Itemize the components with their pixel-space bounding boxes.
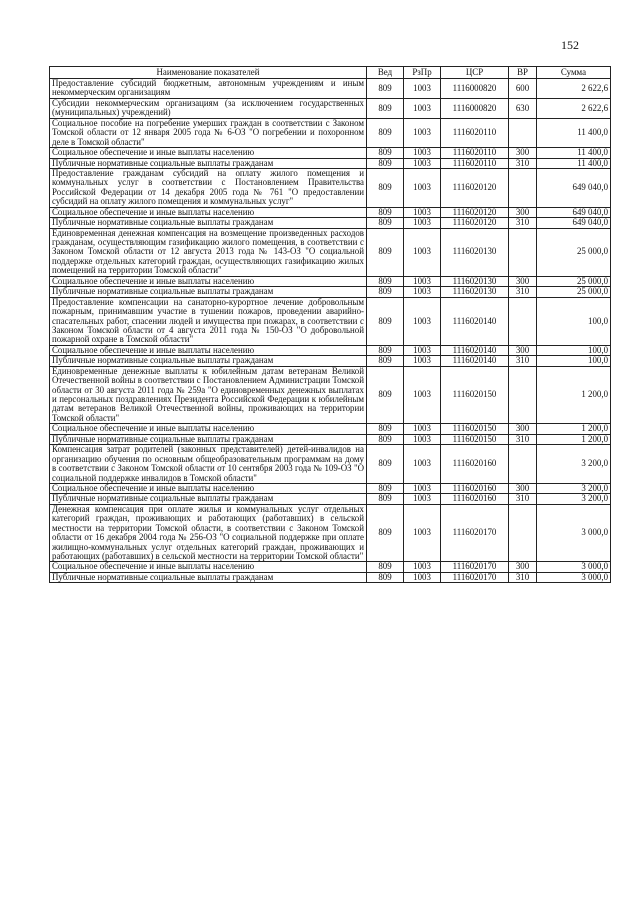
cell-csr: 1116020140 [441,345,509,355]
cell-name: Социальное обеспечение и иные выплаты населению [50,276,367,286]
cell-vr: 310 [509,218,537,228]
cell-name: Социальное обеспечение и иные выплаты населению [50,424,367,434]
cell-rzpr: 1003 [404,356,441,366]
table-row [50,228,611,276]
cell-sum: 11 400,0 [537,158,611,168]
cell-ved: 809 [367,494,404,504]
cell-csr: 1116020120 [441,168,509,207]
cell-sum: 1 200,0 [537,434,611,444]
cell-name: Социальное обеспечение и иные выплаты населению [50,562,367,572]
cell-name: Социальное обеспечение и иные выплаты населению [50,148,367,158]
cell-vr [509,118,537,147]
cell-rzpr: 1003 [404,79,441,99]
cell-sum: 649 040,0 [537,218,611,228]
cell-vr [509,504,537,562]
cell-name: Публичные нормативные социальные выплаты гражданам [50,158,367,168]
cell-vr [509,366,537,424]
cell-ved: 809 [367,572,404,582]
cell-vr [509,445,537,484]
cell-ved: 809 [367,287,404,297]
table-row [50,345,611,355]
cell-sum: 649 040,0 [537,168,611,207]
page-number: 152 [561,38,579,52]
cell-rzpr: 1003 [404,207,441,217]
cell-name: Субсидии некоммерческим организациям (за исключением государственных (муниципальных) учреждений) [50,98,367,118]
cell-csr: 1116020150 [441,424,509,434]
cell-csr: 1116020140 [441,297,509,345]
cell-name: Денежная компенсация при оплате жилья и коммунальных услуг отдельных категорий граждан, проживающих и работающих (работавших) в сельской местности на территории Томской области, в соответствии с Законом Томской области от 16 декабря 2004 года № 256-ОЗ "О социальной поддержке при оплате жилищно-коммунальных услуг отдельных категорий граждан, проживающих и работающих (работавших) в сельской местности на территории Томской области" [50,504,367,562]
cell-ved: 809 [367,483,404,493]
table-row [50,168,611,207]
cell-rzpr: 1003 [404,297,441,345]
cell-csr: 1116020150 [441,434,509,444]
cell-vr [509,168,537,207]
cell-rzpr: 1003 [404,483,441,493]
cell-sum: 100,0 [537,345,611,355]
table-row [50,434,611,444]
header-ved: Вед [367,67,404,79]
cell-name: Предоставление гражданам субсидий на оплату жилого помещения и коммунальных услуг в соответствии с Постановлением Правительства Российской Федерации от 14 декабря 2005 года № 761 "О предоставлении субсидий на оплату жилого помещения и коммунальных услуг" [50,168,367,207]
cell-csr: 1116020160 [441,483,509,493]
cell-ved: 809 [367,562,404,572]
cell-vr: 300 [509,483,537,493]
cell-sum: 1 200,0 [537,366,611,424]
cell-name: Предоставление субсидий бюджетным, автономным учреждениям и иным некоммерческим организациям [50,79,367,99]
cell-csr: 1116020110 [441,148,509,158]
cell-ved: 809 [367,118,404,147]
cell-vr: 630 [509,98,537,118]
table-header-row [50,67,611,79]
table-row [50,287,611,297]
cell-rzpr: 1003 [404,98,441,118]
table-body [50,79,611,583]
cell-vr: 310 [509,287,537,297]
cell-rzpr: 1003 [404,434,441,444]
cell-sum: 25 000,0 [537,228,611,276]
table-row [50,276,611,286]
table-row [50,79,611,99]
cell-name: Публичные нормативные социальные выплаты гражданам [50,434,367,444]
cell-csr: 1116020130 [441,287,509,297]
cell-vr: 310 [509,434,537,444]
cell-sum: 3 000,0 [537,504,611,562]
cell-ved: 809 [367,345,404,355]
table-row [50,118,611,147]
cell-csr: 1116020150 [441,366,509,424]
cell-csr: 1116020120 [441,207,509,217]
table-row [50,366,611,424]
cell-rzpr: 1003 [404,572,441,582]
cell-ved: 809 [367,356,404,366]
cell-rzpr: 1003 [404,494,441,504]
cell-vr: 310 [509,158,537,168]
cell-vr: 300 [509,276,537,286]
cell-name: Социальное обеспечение и иные выплаты населению [50,207,367,217]
cell-ved: 809 [367,98,404,118]
cell-ved: 809 [367,168,404,207]
cell-ved: 809 [367,445,404,484]
cell-sum: 2 622,6 [537,98,611,118]
table-row [50,297,611,345]
cell-sum: 2 622,6 [537,79,611,99]
cell-csr: 1116000820 [441,98,509,118]
header-csr: ЦСР [441,67,509,79]
cell-rzpr: 1003 [404,562,441,572]
cell-sum: 1 200,0 [537,424,611,434]
cell-ved: 809 [367,148,404,158]
cell-vr: 310 [509,494,537,504]
table-row [50,218,611,228]
cell-sum: 11 400,0 [537,148,611,158]
table-row [50,445,611,484]
cell-csr: 1116020140 [441,356,509,366]
cell-ved: 809 [367,366,404,424]
cell-sum: 25 000,0 [537,287,611,297]
cell-rzpr: 1003 [404,366,441,424]
cell-vr: 300 [509,424,537,434]
cell-ved: 809 [367,158,404,168]
table-row [50,207,611,217]
table-row [50,158,611,168]
cell-sum: 3 200,0 [537,483,611,493]
cell-csr: 1116020170 [441,572,509,582]
cell-name: Публичные нормативные социальные выплаты гражданам [50,287,367,297]
cell-ved: 809 [367,424,404,434]
cell-csr: 1116020130 [441,228,509,276]
cell-rzpr: 1003 [404,158,441,168]
cell-vr: 300 [509,207,537,217]
cell-vr: 600 [509,79,537,99]
table-row [50,148,611,158]
cell-csr: 1116020120 [441,218,509,228]
cell-name: Публичные нормативные социальные выплаты гражданам [50,218,367,228]
cell-csr: 1116020160 [441,445,509,484]
cell-ved: 809 [367,207,404,217]
cell-name: Единовременная денежная компенсация на возмещение произведенных расходов гражданам, осуществляющим газификацию жилого помещения, в соответствии с Законом Томской области от 12 августа 2013 года № 143-ОЗ "О социальной поддержке отдельных категорий граждан, осуществляющих газификацию жилых помещений на территории Томской области" [50,228,367,276]
cell-csr: 1116020170 [441,504,509,562]
header-sum: Сумма [537,67,611,79]
cell-name: Социальное пособие на погребение умерших граждан в соответствии с Законом Томской области от 12 января 2005 года № 6-ОЗ "О погребении и похоронном деле в Томской области" [50,118,367,147]
table-row [50,572,611,582]
cell-rzpr: 1003 [404,168,441,207]
cell-ved: 809 [367,79,404,99]
cell-csr: 1116020170 [441,562,509,572]
cell-vr: 310 [509,356,537,366]
table-row [50,483,611,493]
cell-name: Публичные нормативные социальные выплаты гражданам [50,494,367,504]
cell-vr: 310 [509,572,537,582]
table-row [50,494,611,504]
header-rzpr: РзПр [404,67,441,79]
table-row [50,98,611,118]
cell-rzpr: 1003 [404,148,441,158]
cell-csr: 1116020110 [441,158,509,168]
cell-name: Социальное обеспечение и иные выплаты населению [50,345,367,355]
cell-csr: 1116020130 [441,276,509,286]
cell-sum: 3 000,0 [537,562,611,572]
cell-ved: 809 [367,228,404,276]
cell-vr [509,228,537,276]
cell-rzpr: 1003 [404,118,441,147]
cell-ved: 809 [367,218,404,228]
cell-ved: 809 [367,297,404,345]
cell-rzpr: 1003 [404,424,441,434]
cell-ved: 809 [367,504,404,562]
cell-rzpr: 1003 [404,345,441,355]
budget-table [49,66,611,583]
cell-sum: 25 000,0 [537,276,611,286]
cell-csr: 1116020160 [441,494,509,504]
cell-rzpr: 1003 [404,276,441,286]
cell-name: Компенсация затрат родителей (законных представителей) детей-инвалидов на организацию обучения по основным общеобразовательным программам на дому в соответствии с Законом Томской области от 10 сентября 2003 года № 109-ОЗ "О социальной поддержке инвалидов в Томской области" [50,445,367,484]
cell-name: Социальное обеспечение и иные выплаты населению [50,483,367,493]
cell-vr [509,297,537,345]
cell-sum: 3 200,0 [537,445,611,484]
cell-name: Единовременные денежные выплаты к юбилейным датам ветеранам Великой Отечественной войны в соответствии с Постановлением Администрации Томской области от 30 августа 2011 года № 259а "О единовременных денежных выплатах и персональных поздравлениях Президента Российской Федерации к юбилейным датам ветеранов Великой Отечественной войны, проживающих на территории Томской области" [50,366,367,424]
cell-vr: 300 [509,148,537,158]
cell-ved: 809 [367,276,404,286]
cell-name: Публичные нормативные социальные выплаты гражданам [50,572,367,582]
cell-name: Публичные нормативные социальные выплаты гражданам [50,356,367,366]
table-row [50,424,611,434]
cell-sum: 11 400,0 [537,118,611,147]
cell-rzpr: 1003 [404,228,441,276]
cell-sum: 649 040,0 [537,207,611,217]
cell-sum: 3 000,0 [537,572,611,582]
cell-sum: 3 200,0 [537,494,611,504]
cell-ved: 809 [367,434,404,444]
cell-sum: 100,0 [537,297,611,345]
cell-csr: 1116020110 [441,118,509,147]
header-vr: ВР [509,67,537,79]
cell-name: Предоставление компенсации на санаторно-курортное лечение добровольным пожарным, принимавшим участие в тушении пожаров, проведении аварийно-спасательных работ, спасении людей и имущества при пожарах, в соответствии с Законом Томской области от 4 августа 2011 года № 150-ОЗ "О добровольной пожарной охране в Томской области" [50,297,367,345]
cell-rzpr: 1003 [404,504,441,562]
cell-sum: 100,0 [537,356,611,366]
cell-rzpr: 1003 [404,287,441,297]
cell-vr: 300 [509,562,537,572]
cell-rzpr: 1003 [404,218,441,228]
cell-vr: 300 [509,345,537,355]
header-name: Наименование показателей [50,67,367,79]
cell-csr: 1116000820 [441,79,509,99]
table-row [50,562,611,572]
cell-rzpr: 1003 [404,445,441,484]
table-row [50,504,611,562]
table-row [50,356,611,366]
